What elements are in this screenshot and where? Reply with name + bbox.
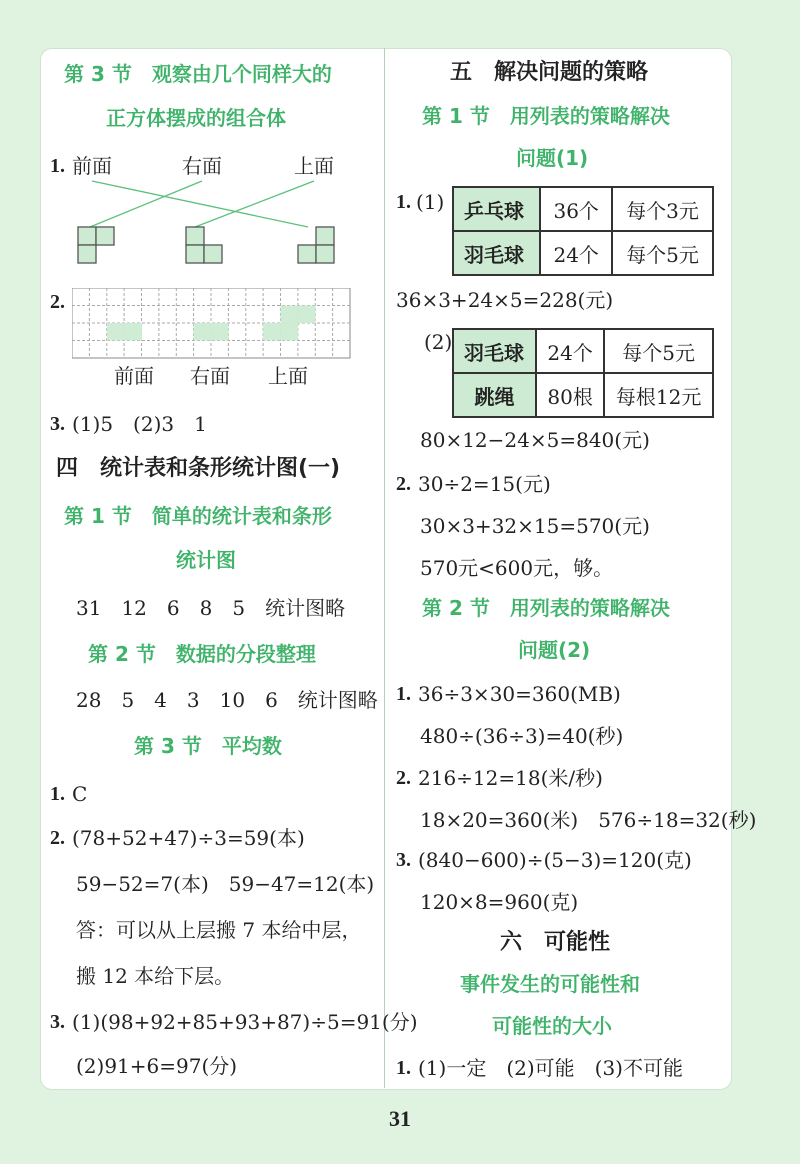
table-cell-qty: 36个 xyxy=(540,187,612,231)
section-title-cont: 问题(1) xyxy=(516,146,589,170)
match-line xyxy=(90,181,202,227)
question-number: 2. xyxy=(50,291,65,313)
question-number: 2. xyxy=(396,473,411,495)
table-cell-qty: 80根 xyxy=(536,373,604,417)
match-line xyxy=(92,181,308,227)
section-title: 第 2 节 数据的分段整理 xyxy=(88,642,316,666)
question-number: 1. xyxy=(396,191,411,213)
table-cell-item: 羽毛球 xyxy=(453,231,540,275)
answer-text: 30×3+32×15=570(元) xyxy=(420,514,650,538)
drawn-view-top xyxy=(263,323,298,341)
answer-text: (1)一定 (2)可能 (3)不可能 xyxy=(418,1056,683,1080)
answer-text: 80×12−24×5=840(元) xyxy=(420,428,650,452)
answer-text: 18×20=360(米) 576÷18=32(秒) xyxy=(420,808,757,832)
table-2 xyxy=(452,328,714,418)
section-title-cont: 正方体摆成的组合体 xyxy=(106,106,286,130)
answer-text: 36×3+24×5=228(元) xyxy=(396,288,614,312)
answer-text: 59−52=7(本) 59−47=12(本) xyxy=(76,872,375,896)
answer-text: 答：可以从上层搬 7 本给中层， xyxy=(76,918,362,942)
section-title: 第 1 节 用列表的策略解决 xyxy=(422,104,670,128)
question-number: 1. xyxy=(50,155,65,177)
page-number: 31 xyxy=(389,1106,411,1131)
table-cell-item: 羽毛球 xyxy=(453,329,536,373)
label-right: 右面 xyxy=(182,154,222,178)
chapter-title: 六 可能性 xyxy=(500,930,611,955)
table-cell-item: 跳绳 xyxy=(453,373,536,417)
answer-text: 搬 12 本给下层。 xyxy=(76,964,235,988)
match-line xyxy=(195,181,314,227)
answer-text: (1)(98+92+85+93+87)÷5=91(分) xyxy=(72,1010,418,1034)
table-row xyxy=(453,187,713,231)
label-top: 上面 xyxy=(294,154,334,178)
drawn-view-top xyxy=(281,306,316,324)
section-title: 第 2 节 用列表的策略解决 xyxy=(422,596,670,620)
question-number: 1. xyxy=(50,783,65,805)
section-title-cont: 统计图 xyxy=(176,548,236,572)
grid-label-top: 上面 xyxy=(268,364,308,388)
table-1 xyxy=(452,186,714,276)
section-title: 第 1 节 简单的统计表和条形 xyxy=(64,504,332,528)
question-number: 2. xyxy=(396,767,411,789)
question-number: 1. xyxy=(396,1057,411,1079)
cube-view-right xyxy=(186,227,222,263)
table-row xyxy=(453,329,713,373)
table-cell-price: 每个5元 xyxy=(612,231,713,275)
matching-diagram xyxy=(60,175,360,275)
grid-label-right: 右面 xyxy=(190,364,230,388)
column-divider xyxy=(384,48,385,1088)
chapter-title: 五 解决问题的策略 xyxy=(450,60,649,85)
part-label: (2) xyxy=(424,330,453,354)
dot-grid xyxy=(72,288,352,360)
answer-text: 36÷3×30=360(MB) xyxy=(418,682,621,706)
section-title: 第 3 节 平均数 xyxy=(134,734,282,758)
table-row xyxy=(453,373,713,417)
answer-text: (2)91+6=97(分) xyxy=(76,1054,238,1078)
drawn-view-right xyxy=(194,323,229,341)
table-cell-item: 乒乓球 xyxy=(453,187,540,231)
answer-text: 28 5 4 3 10 6 统计图略 xyxy=(76,688,378,712)
label-front: 前面 xyxy=(72,154,112,178)
answer-text: 216÷12=18(米/秒) xyxy=(418,766,603,790)
table-cell-price: 每根12元 xyxy=(604,373,713,417)
chapter-title: 四 统计表和条形统计图(一) xyxy=(56,456,341,481)
answer-text: C xyxy=(72,782,88,806)
table-cell-qty: 24个 xyxy=(536,329,604,373)
table-cell-qty: 24个 xyxy=(540,231,612,275)
answer-text: 31 12 6 8 5 统计图略 xyxy=(76,596,346,620)
answer-text: (78+52+47)÷3=59(本) xyxy=(72,826,305,850)
section-title-cont: 问题(2) xyxy=(518,638,591,662)
section-title: 事件发生的可能性和 xyxy=(460,972,640,996)
answer-text: (1)5 (2)3 1 xyxy=(72,412,207,436)
question-number: 2. xyxy=(50,827,65,849)
part-label: (1) xyxy=(416,190,445,214)
grid-label-front: 前面 xyxy=(114,364,154,388)
answer-text: 120×8=960(克) xyxy=(420,890,579,914)
answer-text: 570元<600元，够。 xyxy=(420,556,614,580)
answer-text: (840−600)÷(5−3)=120(克) xyxy=(418,848,692,872)
question-number: 3. xyxy=(396,849,411,871)
answer-text: 480÷(36÷3)=40(秒) xyxy=(420,724,624,748)
question-number: 3. xyxy=(50,1011,65,1033)
drawn-view-front xyxy=(107,323,142,341)
table-row xyxy=(453,231,713,275)
table-cell-price: 每个3元 xyxy=(612,187,713,231)
section-title-cont: 可能性的大小 xyxy=(492,1014,612,1038)
table-cell-price: 每个5元 xyxy=(604,329,713,373)
question-number: 1. xyxy=(396,683,411,705)
question-number: 3. xyxy=(50,413,65,435)
cube-view-top xyxy=(298,227,334,263)
answer-text: 30÷2=15(元) xyxy=(418,472,551,496)
cube-view-front xyxy=(78,227,114,263)
section-title: 第 3 节 观察由几个同样大的 xyxy=(64,62,332,86)
